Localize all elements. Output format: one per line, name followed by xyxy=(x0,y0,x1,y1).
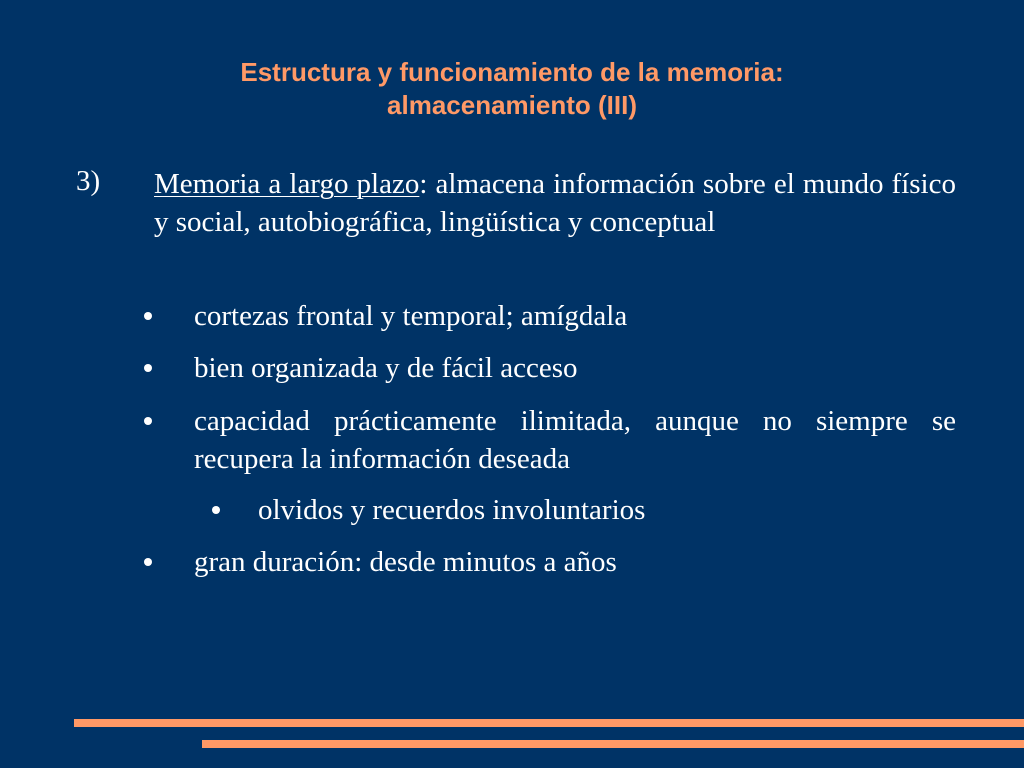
item-text xyxy=(154,165,956,241)
bullet-text: capacidad prácticamente ilimitada, aunque no siempre se recupera la información deseada xyxy=(194,405,956,475)
accent-bar-bottom xyxy=(202,740,1024,748)
bullet-icon xyxy=(144,364,152,372)
bullet-icon xyxy=(212,506,220,514)
bullet-text: cortezas frontal y temporal; amígdala xyxy=(194,300,628,332)
item-term: Memoria a largo plazo xyxy=(154,168,420,200)
accent-bar-top xyxy=(74,719,1024,727)
sub-bullet-text: olvidos y recuerdos involuntarios xyxy=(258,494,646,526)
item-description: : almacena información sobre el mundo físico y social, autobiográfica, lingüística y conceptual xyxy=(154,168,956,238)
bullet-icon xyxy=(144,558,152,566)
slide-title xyxy=(100,56,924,122)
bullet-icon xyxy=(144,417,152,425)
slide-title-line-1: Estructura y funcionamiento de la memoria: xyxy=(240,57,784,87)
bullet-icon xyxy=(144,312,152,320)
bullet-text: bien organizada y de fácil acceso xyxy=(194,352,578,384)
item-number: 3) xyxy=(76,165,101,197)
bullet-text: gran duración: desde minutos a años xyxy=(194,546,617,578)
slide-title-line-2: almacenamiento (III) xyxy=(387,90,637,120)
